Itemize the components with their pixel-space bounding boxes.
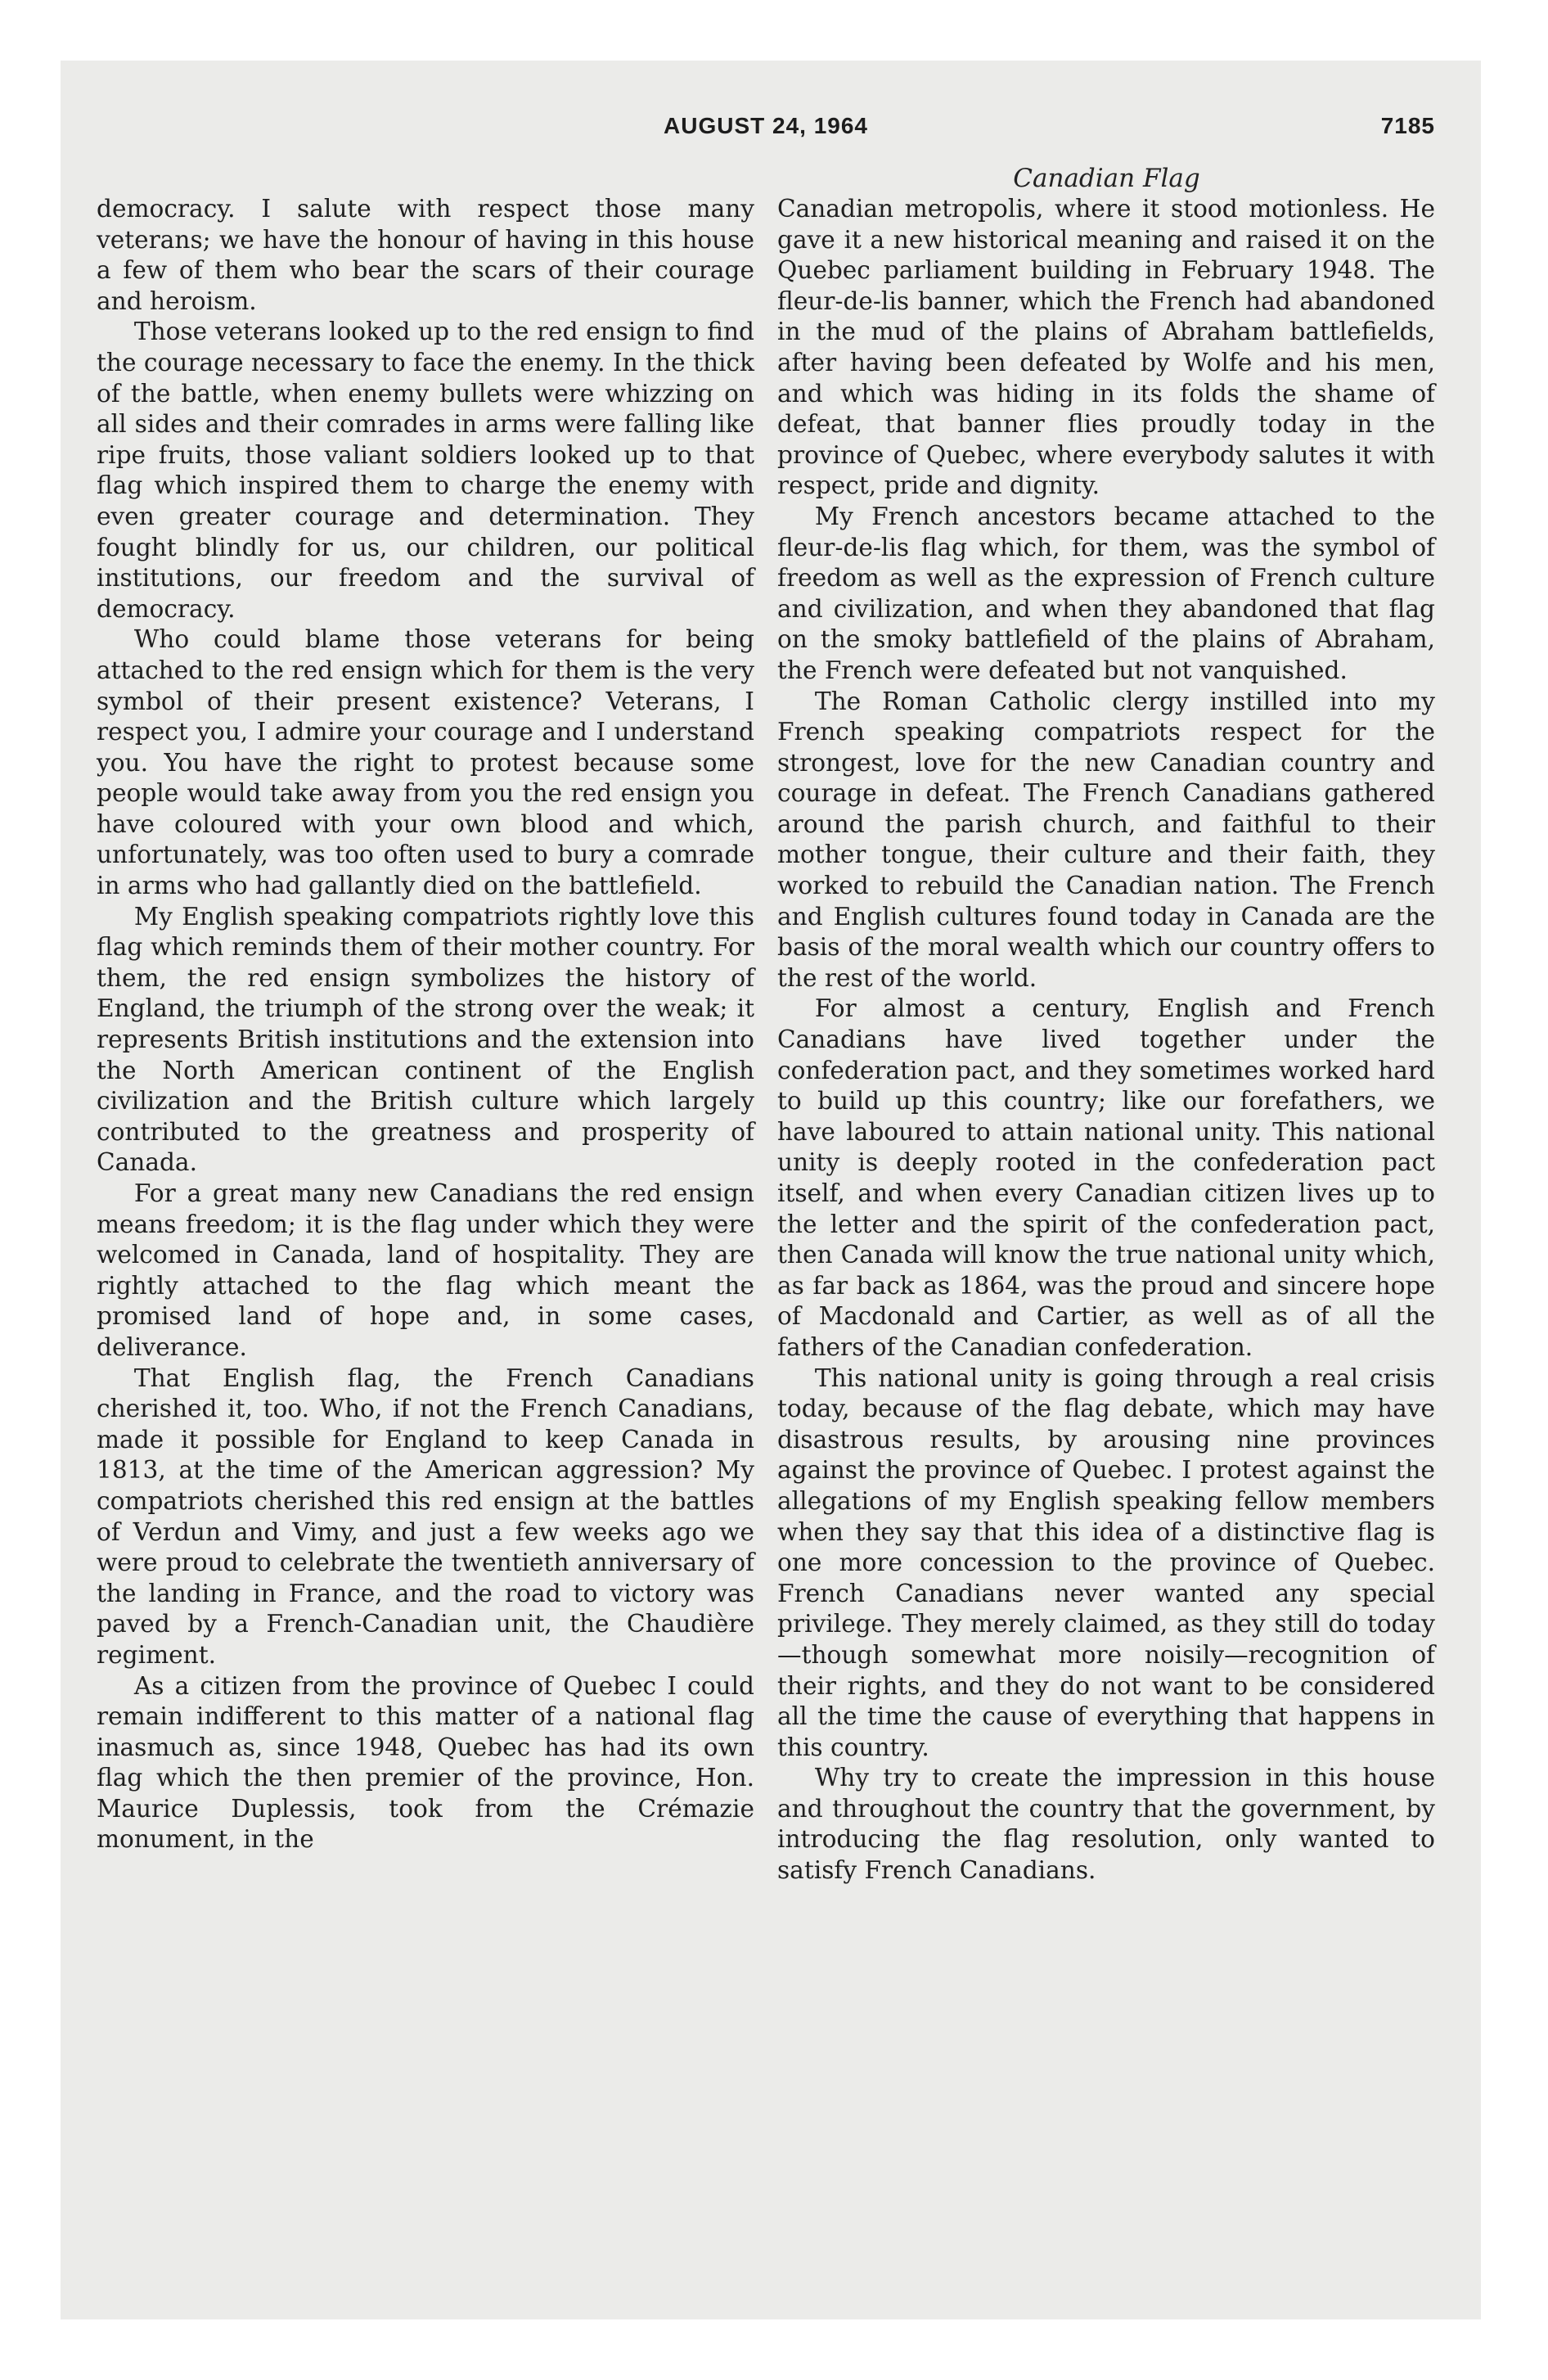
paragraph: The Roman Catholic clergy instilled into my French speaking compatriots respect for the strongest, love for the new Canadian country and courage in defeat. The French Canadians gathered around the parish church, and faithful to their mother tongue, their culture and their faith, they worked to rebuild the Canadian nation. The French and English cultures found today in Canada are the basis of the moral wealth which our country offers to the rest of the world. [777,687,1435,992]
left-column [97,194,754,1855]
header-date: AUGUST 24, 1964 [664,113,868,138]
paragraph: Why try to create the impression in this house and throughout the country that the government, by introducing the flag resolution, only wanted to satisfy French Canadians. [777,1764,1435,1885]
page-number: 7185 [1380,113,1435,138]
paragraph: Those veterans looked up to the red ensign to find the courage necessary to face the enemy. In the thick of the battle, when enemy bullets were whizzing on all sides and their comrades in arms were falling like ripe fruits, those valiant soldiers looked up to that flag which inspired them to charge the enemy with even greater courage and determination. They fought blindly for us, our children, our political institutions, our freedom and the survival of democracy. [97,318,754,623]
right-column [777,194,1435,1886]
paragraph: For a great many new Canadians the red ensign means freedom; it is the flag under which they were welcomed in Canada, land of hospitality. They are rightly attached to the flag which meant the promised land of hope and, in some cases, deliverance. [97,1179,754,1361]
running-header [97,113,1435,154]
paragraph: My English speaking compatriots rightly love this flag which reminds them of their mother country. For them, the red ensign symbolizes the history of England, the triumph of the strong over the weak; it represents British institutions and the extension into the North American continent of the English civilization and the British culture which largely contributed to the greatness and prosperity of Canada. [97,902,754,1177]
paragraph: For almost a century, English and French Canadians have lived together under the confederation pact, and they sometimes worked hard to build up this country; like our forefathers, we have laboured to attain national unity. This national unity is deeply rooted in the confederation pact itself, and when every Canadian citizen lives up to the letter and the spirit of the confederation pact, then Canada will know the true national unity which, as far back as 1864, was the proud and sincere hope of Macdonald and Cartier, as well as of all the fathers of the Canadian confederation. [777,994,1435,1361]
paragraph: That English flag, the French Canadians cherished it, too. Who, if not the French Canadians, made it possible for England to keep Canada in 1813, at the time of the American aggression? My compatriots cherished this red ensign at the battles of Verdun and Vimy, and just a few weeks ago we were proud to celebrate the twentieth anniversary of the landing in France, and the road to victory was paved by a French-Canadian unit, the Chaudière regiment. [97,1364,754,1669]
paragraph: As a citizen from the province of Quebec I could remain indifferent to this matter of a national flag inasmuch as, since 1948, Quebec has had its own flag which the then premier of the province, Hon. Maurice Duplessis, took from the Crémazie monument, in the [97,1671,754,1854]
subject-heading: Canadian Flag [1013,164,1200,193]
paragraph: This national unity is going through a real crisis today, because of the flag debate, which may have disastrous results, by arousing nine provinces against the province of Quebec. I protest against the allegations of my English speaking fellow members when they say that this idea of a distinctive flag is one more concession to the province of Quebec. French Canadians never wanted any special privilege. They merely claimed, as they still do today—though somewhat more noisily—recognition of their rights, and they do not want to be considered all the time the cause of everything that happens in this country. [777,1364,1435,1761]
paragraph: democracy. I salute with respect those many veterans; we have the honour of having in this house a few of them who bear the scars of their courage and heroism. [97,195,754,315]
paragraph: My French ancestors became attached to the fleur-de-lis flag which, for them, was the symbol of freedom as well as the expression of French culture and civilization, and when they abandoned that flag on the smoky battlefield of the plains of Abraham, the French were defeated but not vanquished. [777,502,1435,684]
paragraph: Canadian metropolis, where it stood motionless. He gave it a new historical meaning and raised it on the Quebec parliament building in February 1948. The fleur-de-lis banner, which the French had abandoned in the mud of the plains of Abraham battlefields, after having been defeated by Wolfe and his men, and which was hiding in its folds the shame of defeat, that banner flies proudly today in the province of Quebec, where everybody salutes it with respect, pride and dignity. [777,195,1435,500]
paragraph: Who could blame those veterans for being attached to the red ensign which for them is the very symbol of their present existence? Veterans, I respect you, I admire your courage and I understand you. You have the right to protest because some people would take away from you the red ensign you have coloured with your own blood and which, unfortunately, was too often used to bury a comrade in arms who had gallantly died on the battlefield. [97,625,754,900]
